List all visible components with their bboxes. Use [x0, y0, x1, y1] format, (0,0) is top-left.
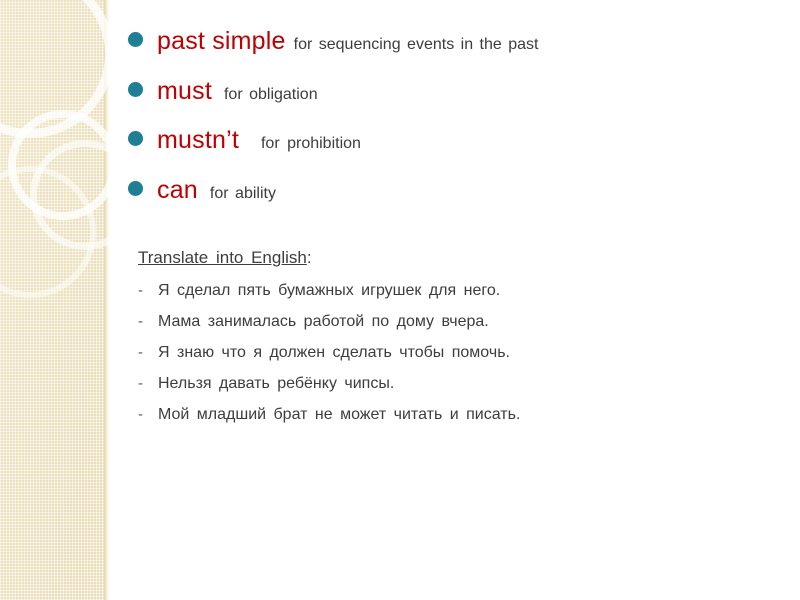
task-title-underlined: Translate into English: [138, 248, 307, 267]
task-title: [138, 248, 776, 268]
bullet-keyword: past simple: [157, 27, 286, 55]
sentence-text: Мой младший брат не может читать и писать.: [158, 406, 521, 423]
bullet-dot-icon: [128, 131, 143, 146]
task-block: [138, 248, 776, 424]
list-item: [138, 406, 776, 424]
slide-content: [128, 28, 776, 437]
dash-bullet-icon: -: [138, 344, 143, 361]
sentence-text: Я знаю что я должен сделать чтобы помочь.: [158, 344, 510, 361]
bullet-keyword: mustn’t: [157, 126, 239, 154]
bullet-text: [157, 78, 318, 106]
bullet-text: [157, 177, 276, 205]
bullet-phrase: for sequencing events in the past: [293, 36, 539, 53]
bullet-text: [157, 127, 361, 155]
bullet-dot-icon: [128, 181, 143, 196]
bullet-text: [157, 28, 538, 56]
bullet-dot-icon: [128, 32, 143, 47]
bullet-item: [128, 127, 776, 155]
bullet-dot-icon: [128, 82, 143, 97]
dash-bullet-icon: -: [138, 375, 143, 392]
dash-bullet-icon: -: [138, 313, 143, 330]
list-item: [138, 282, 776, 300]
bullet-item: [128, 28, 776, 56]
bullet-phrase: for ability: [209, 184, 276, 202]
sentence-text: Нельзя давать ребёнку чипсы.: [158, 375, 395, 392]
sentence-text: Мама занималась работой по дому вчера.: [158, 313, 489, 330]
bullet-phrase: for obligation: [223, 85, 318, 103]
dash-bullet-icon: -: [138, 406, 143, 423]
bullet-keyword: can: [157, 175, 198, 204]
task-title-suffix: :: [306, 248, 312, 267]
sentence-text: Я сделал пять бумажных игрушек для него.: [158, 282, 501, 299]
bullet-keyword: must: [157, 76, 212, 105]
list-item: [138, 313, 776, 331]
list-item: [138, 344, 776, 362]
bullet-phrase: for prohibition: [260, 135, 361, 152]
list-item: [138, 375, 776, 393]
dash-bullet-icon: -: [138, 282, 143, 299]
bullet-item: [128, 78, 776, 106]
bullet-item: [128, 177, 776, 205]
